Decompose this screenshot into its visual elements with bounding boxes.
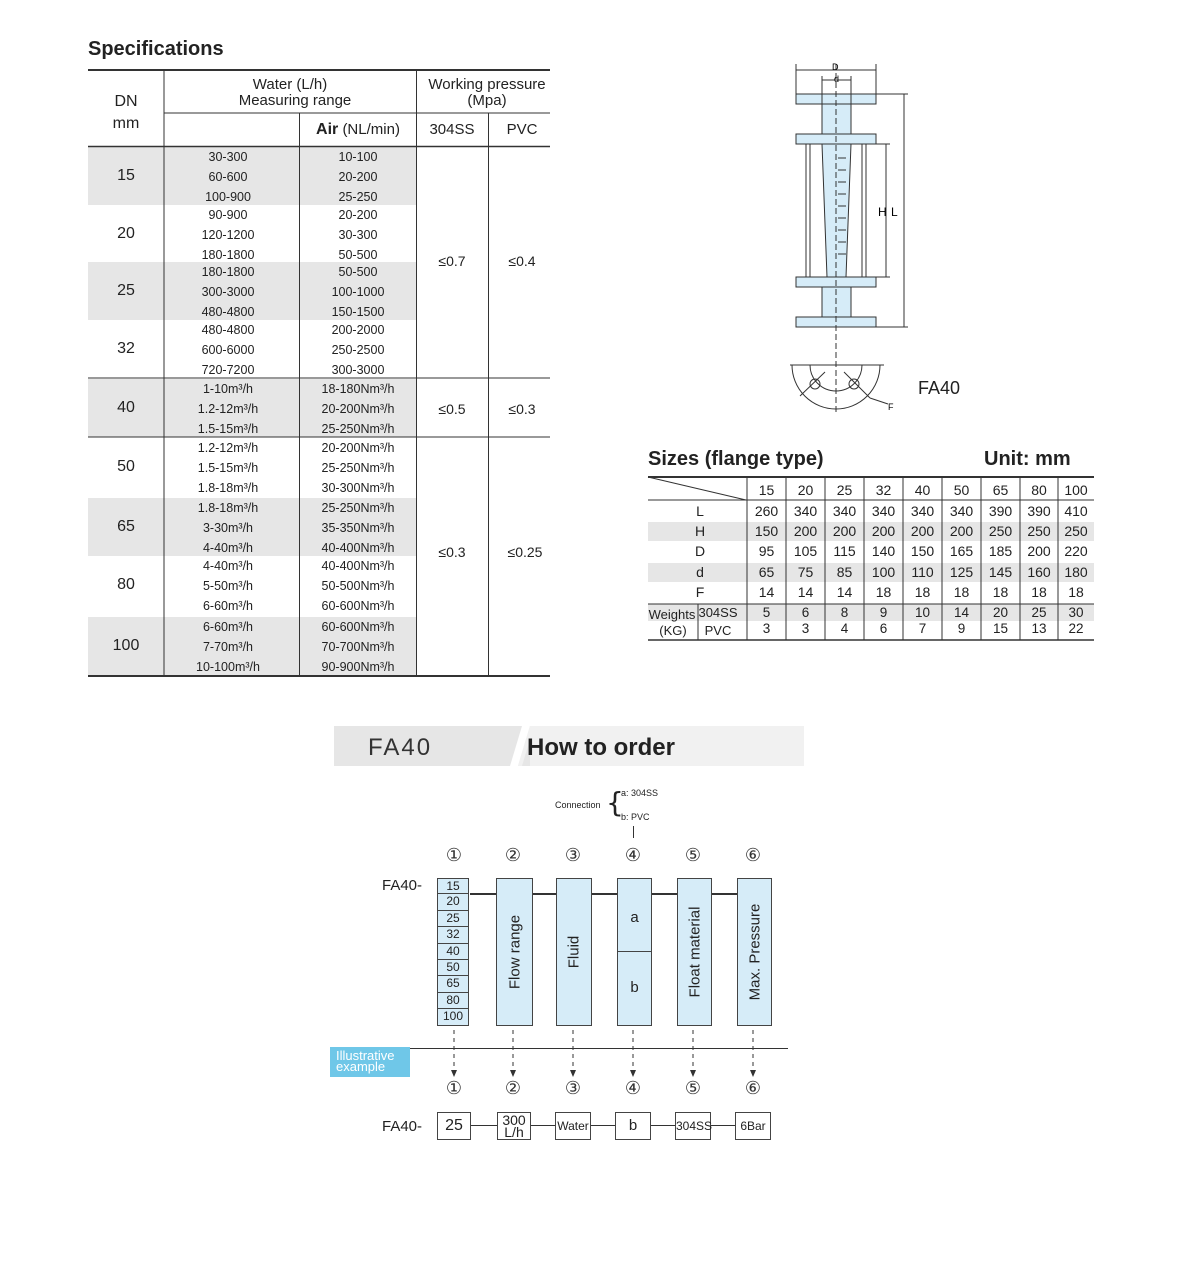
step-number-5: ⑤	[684, 845, 702, 866]
sizes-cell: 340	[793, 503, 818, 519]
conn-a-label: a	[630, 909, 639, 926]
spec-air-cell: 25-250Nm³/h	[321, 501, 395, 515]
sizes-cell: 200	[910, 523, 935, 539]
step-number-4: ④	[624, 845, 642, 866]
header-pvc: PVC	[506, 121, 538, 138]
sizes-col-header: 32	[875, 482, 892, 498]
sizes-cell: 85	[836, 564, 853, 580]
spec-water-cell: 3-30m³/h	[202, 521, 254, 535]
sizes-cell: 340	[832, 503, 857, 519]
spec-air-cell: 60-600Nm³/h	[321, 599, 395, 613]
pressure-ss-group2: ≤0.5	[438, 401, 466, 417]
size-option: 80	[437, 993, 469, 1009]
spec-air-cell: 50-500	[338, 248, 378, 262]
sizes-cell: 200	[793, 523, 818, 539]
conn-b-label: b	[630, 979, 639, 996]
order-model: FA40	[368, 734, 433, 761]
sizes-cell: 200	[871, 523, 896, 539]
sizes-cell: 14	[797, 584, 814, 600]
weights-cell-ss: 10	[914, 605, 931, 620]
spec-water-cell: 6-60m³/h	[202, 599, 254, 613]
spec-water-cell: 600-6000	[201, 343, 255, 357]
weights-cell-ss: 14	[953, 605, 970, 620]
spec-water-cell: 7-70m³/h	[202, 640, 254, 654]
sizes-cell: 75	[797, 564, 814, 580]
order-prefix: FA40-	[382, 877, 423, 894]
example-pressure: 6Bar	[735, 1112, 771, 1140]
step-number-3: ③	[564, 1078, 582, 1099]
spec-water-cell: 180-1800	[201, 265, 255, 279]
sizes-title: Sizes (flange type)	[648, 448, 824, 470]
weights-cell-ss: 5	[762, 605, 771, 620]
spec-water-cell: 4-40m³/h	[202, 559, 254, 573]
spec-air-cell: 25-250	[338, 190, 378, 204]
sizes-col-header: 15	[758, 482, 775, 498]
sizes-cell: 140	[871, 543, 896, 559]
fluid-label: Fluid	[565, 935, 583, 969]
step-number-1: ①	[445, 1078, 463, 1099]
spec-air-cell: 25-250Nm³/h	[321, 422, 395, 436]
sizes-cell: 95	[758, 543, 775, 559]
order-title: How to order	[527, 734, 675, 761]
sizes-col-header: 20	[797, 482, 814, 498]
weights-cell-pvc: 3	[801, 621, 810, 636]
sizes-cell: 260	[754, 503, 779, 519]
spec-air-cell: 70-700Nm³/h	[321, 640, 395, 654]
weights-cell-ss: 20	[992, 605, 1009, 620]
header-dn: DN	[114, 93, 138, 110]
spec-water-cell: 30-300	[208, 150, 248, 164]
pressure-ss-group1: ≤0.7	[438, 253, 466, 269]
max-pressure-box	[737, 878, 772, 1026]
flow-range-box	[496, 878, 533, 1026]
weights-cell-pvc: 22	[1068, 621, 1084, 636]
spec-water-cell: 1.8-18m³/h	[197, 481, 259, 495]
connection-label: Connection	[555, 800, 601, 810]
size-option: 50	[437, 960, 469, 976]
size-option: 32	[437, 927, 469, 943]
sizes-cell: 150	[754, 523, 779, 539]
spec-water-cell: 5-50m³/h	[202, 579, 254, 593]
size-option: 100	[437, 1009, 469, 1025]
spec-air-cell: 20-200	[338, 208, 378, 222]
sizes-cell: 180	[1064, 564, 1088, 580]
spec-air-cell: 50-500Nm³/h	[321, 579, 395, 593]
example-flow-value: 300	[502, 1112, 526, 1128]
spec-dn-cell: 32	[117, 340, 135, 357]
spec-air-cell: 10-100	[338, 150, 378, 164]
max-pressure-label: Max. Pressure	[746, 903, 763, 1001]
weights-label: Weights	[648, 607, 696, 622]
connection-brace: {	[606, 786, 624, 819]
sizes-cell: 18	[953, 584, 970, 600]
sizes-cell: 340	[910, 503, 935, 519]
sizes-cell: 125	[949, 564, 974, 580]
spec-air-cell: 40-400Nm³/h	[321, 559, 395, 573]
sizes-cell: 18	[1031, 584, 1047, 600]
sizes-cell: 150	[910, 543, 935, 559]
spec-water-cell: 1.2-12m³/h	[197, 402, 259, 416]
spec-water-cell: 90-900	[208, 208, 248, 222]
spec-water-cell: 6-60m³/h	[202, 620, 254, 634]
header-304ss: 304SS	[429, 121, 475, 138]
spec-air-cell: 18-180Nm³/h	[321, 382, 395, 396]
step-number-6: ⑥	[744, 845, 762, 866]
sizes-cell: 14	[758, 584, 775, 600]
spec-air-cell: 35-350Nm³/h	[321, 521, 395, 535]
sizes-row-label: L	[696, 503, 704, 519]
sizes-cell: 145	[988, 564, 1013, 580]
sizes-cell: 200	[832, 523, 857, 539]
spec-water-cell: 10-100m³/h	[196, 660, 260, 674]
spec-dn-cell: 40	[117, 399, 135, 416]
spec-water-cell: 100-900	[205, 190, 251, 204]
sizes-col-header: 50	[953, 482, 970, 498]
sizes-row-label: H	[694, 523, 706, 539]
spec-water-cell: 480-4800	[201, 305, 255, 319]
spec-dn-cell: 100	[112, 637, 140, 654]
sizes-cell: 18	[992, 584, 1009, 600]
spec-water-cell: 1.2-12m³/h	[197, 441, 259, 455]
example-flow	[497, 1112, 531, 1140]
step-number-4: ④	[624, 1078, 642, 1099]
sizes-cell: 390	[1027, 503, 1051, 519]
sizes-cell: 14	[836, 584, 853, 600]
sizes-cell: 410	[1064, 503, 1088, 519]
sizes-cell: 18	[875, 584, 892, 600]
step-number-3: ③	[564, 845, 582, 866]
weights-cell-pvc: 15	[992, 621, 1009, 636]
weights-pvc-label: PVC	[704, 623, 732, 638]
sizes-cell: 250	[1064, 523, 1088, 539]
sizes-cell: 200	[949, 523, 974, 539]
step-number-2: ②	[504, 1078, 522, 1099]
drawing-model-label: FA40	[918, 378, 961, 398]
illustrative-example-badge	[330, 1047, 410, 1077]
weights-cell-pvc: 4	[840, 621, 849, 636]
spec-air-cell: 100-1000	[331, 285, 385, 299]
sizes-cell: 250	[1027, 523, 1051, 539]
sizes-cell: 105	[793, 543, 818, 559]
connection-a: a: 304SS	[621, 788, 659, 798]
sizes-col-header: 65	[992, 482, 1009, 498]
dim-F-label: F	[888, 402, 894, 412]
spec-air-cell: 200-2000	[331, 323, 385, 337]
dashed-arrows	[440, 1028, 770, 1078]
sizes-cell: 100	[871, 564, 896, 580]
example-float: 304SS	[675, 1112, 711, 1140]
header-air-label: Air	[316, 121, 339, 138]
sizes-cell: 200	[1027, 543, 1051, 559]
pressure-pvc-group2: ≤0.3	[508, 401, 536, 417]
spec-air-cell: 25-250Nm³/h	[321, 461, 395, 475]
spec-air-cell: 20-200Nm³/h	[321, 441, 395, 455]
spec-air-cell: 150-1500	[331, 305, 385, 319]
float-material-box	[677, 878, 712, 1026]
example-connection: b	[615, 1112, 651, 1140]
header-measuring-range: Measuring range	[238, 92, 352, 109]
step-number-1: ①	[445, 845, 463, 866]
sizes-row-label: d	[696, 564, 704, 580]
sizes-col-header: 80	[1031, 482, 1047, 498]
sizes-cell: 160	[1027, 564, 1051, 580]
spec-water-cell: 1-10m³/h	[202, 382, 254, 396]
step-number-6: ⑥	[744, 1078, 762, 1099]
sizes-cell: 165	[949, 543, 974, 559]
size-option: 40	[437, 944, 469, 960]
sizes-row-label: F	[695, 584, 705, 600]
weights-cell-ss: 30	[1068, 605, 1084, 620]
spec-dn-cell: 50	[117, 458, 135, 475]
spec-water-cell: 4-40m³/h	[202, 541, 254, 555]
spec-water-cell: 720-7200	[201, 363, 255, 377]
sizes-cell: 110	[911, 564, 934, 580]
dim-D-label: D	[832, 62, 839, 72]
spec-air-cell: 20-200Nm³/h	[321, 402, 395, 416]
example-size: 25	[437, 1112, 471, 1140]
size-option: 15	[437, 878, 469, 894]
spec-air-cell: 60-600Nm³/h	[321, 620, 395, 634]
flow-range-label: Flow range	[506, 914, 523, 990]
sizes-cell: 340	[871, 503, 896, 519]
size-option: 20	[437, 894, 469, 910]
sizes-cell: 65	[758, 564, 775, 580]
weights-unit-label: (KG)	[659, 623, 687, 638]
spec-air-cell: 20-200	[338, 170, 378, 184]
illustrative-line1: Illustrative	[336, 1048, 395, 1063]
illustrative-line2: example	[336, 1059, 386, 1074]
weights-304ss-label: 304SS	[698, 605, 738, 620]
header-mm: mm	[112, 115, 140, 132]
spec-air-cell: 30-300	[338, 228, 378, 242]
sizes-cell: 18	[914, 584, 931, 600]
step-number-5: ⑤	[684, 1078, 702, 1099]
connection-b: b: PVC	[621, 812, 650, 822]
pressure-pvc-group3: ≤0.25	[507, 544, 543, 560]
dim-H-label: H	[878, 205, 887, 219]
specifications-title: Specifications	[88, 38, 224, 60]
dim-L-label: L	[891, 205, 898, 219]
header-mpa: (Mpa)	[467, 92, 507, 109]
weights-cell-ss: 25	[1031, 605, 1047, 620]
sizes-cell: 220	[1064, 543, 1088, 559]
weights-cell-pvc: 6	[879, 621, 888, 636]
spec-dn-cell: 25	[117, 282, 135, 299]
connection-pointer	[633, 826, 634, 838]
header-water: Water (L/h)	[252, 76, 328, 93]
weights-cell-pvc: 13	[1031, 621, 1047, 636]
sizes-cell: 185	[988, 543, 1013, 559]
sizes-cell: 250	[988, 523, 1013, 539]
connection-box	[617, 878, 652, 1026]
spec-water-cell: 1.8-18m³/h	[197, 501, 259, 515]
sizes-row-label: D	[694, 543, 706, 559]
spec-air-cell: 50-500	[338, 265, 378, 279]
example-prefix: FA40-	[382, 1118, 423, 1135]
weights-cell-pvc: 3	[762, 621, 771, 636]
spec-water-cell: 60-600	[208, 170, 248, 184]
spec-air-cell: 40-400Nm³/h	[321, 541, 395, 555]
sizes-cell: 18	[1068, 584, 1084, 600]
weights-cell-ss: 6	[801, 605, 810, 620]
pressure-pvc-group1: ≤0.4	[508, 253, 536, 269]
spec-water-cell: 1.5-15m³/h	[197, 461, 259, 475]
sizes-col-header: 25	[836, 482, 853, 498]
spec-water-cell: 480-4800	[201, 323, 255, 337]
spec-air-cell: 250-2500	[331, 343, 385, 357]
spec-water-cell: 300-3000	[201, 285, 255, 299]
spec-water-cell: 180-1800	[201, 248, 255, 262]
float-material-label: Float material	[686, 906, 703, 998]
sizes-cell: 340	[949, 503, 974, 519]
header-air-unit: (NL/min)	[342, 121, 400, 138]
spec-water-cell: 1.5-15m³/h	[197, 422, 259, 436]
dim-d-label: d	[834, 74, 840, 84]
spec-dn-cell: 15	[117, 167, 135, 184]
header-working-pressure: Working pressure	[428, 76, 546, 93]
weights-cell-ss: 8	[840, 605, 849, 620]
sizes-cell: 390	[988, 503, 1013, 519]
weights-cell-ss: 9	[879, 605, 888, 620]
step-number-2: ②	[504, 845, 522, 866]
example-flow-unit: L/h	[504, 1124, 524, 1140]
sizes-col-header: 100	[1064, 482, 1088, 498]
weights-cell-pvc: 9	[957, 621, 966, 636]
conn-divider	[618, 951, 651, 952]
spec-dn-cell: 20	[117, 225, 135, 242]
spec-air-cell: 90-900Nm³/h	[321, 660, 395, 674]
sizes-unit: Unit: mm	[984, 448, 1071, 470]
pressure-ss-group3: ≤0.3	[438, 544, 466, 560]
size-option: 65	[437, 976, 469, 992]
size-option: 25	[437, 911, 469, 927]
fluid-box	[556, 878, 592, 1026]
sizes-col-header: 40	[914, 482, 931, 498]
sizes-cell: 115	[833, 543, 856, 559]
spec-dn-cell: 80	[117, 576, 135, 593]
example-fluid: Water	[555, 1112, 591, 1140]
weights-cell-pvc: 7	[918, 621, 927, 636]
spec-water-cell: 120-1200	[201, 228, 255, 242]
spec-dn-cell: 65	[117, 518, 135, 535]
spec-air-cell: 300-3000	[331, 363, 385, 377]
spec-air-cell: 30-300Nm³/h	[321, 481, 395, 495]
